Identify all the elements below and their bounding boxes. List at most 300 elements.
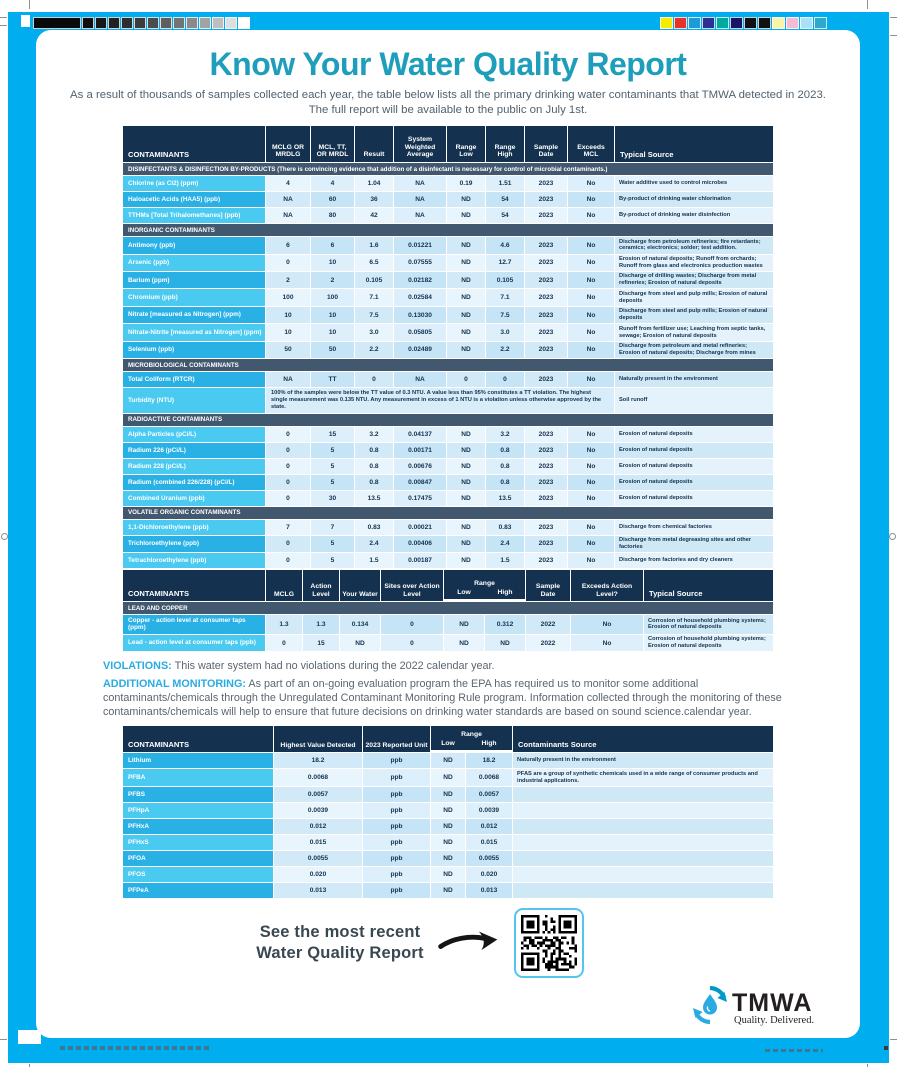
value-cell: 10 <box>311 255 354 271</box>
value-cell: 0.00021 <box>394 520 446 535</box>
contaminant-name-cell: Trichloroethylene (ppb) <box>123 536 265 552</box>
value-cell: NA <box>394 176 446 191</box>
contaminant-name-cell: PFBA <box>123 769 273 785</box>
value-cell: ND <box>447 307 485 323</box>
column-header: Action Level <box>303 570 339 601</box>
value-cell: NA <box>266 192 310 207</box>
value-cell: 12.7 <box>486 255 524 271</box>
crop-mark <box>0 17 7 18</box>
cta-line2: Water Quality Report <box>256 943 424 962</box>
column-header: Sample Date <box>525 126 567 162</box>
additional-monitoring-text: As part of an on-going evaluation program the EPA has required us to monitor some additional contaminants/chemicals through the Unregulated Contaminant Monitoring Rule program. Information collected through the monitoring of these contaminants/chemicals will help to ensure that future decisions on drinking water standards are based on sound science.calendar year. <box>103 677 782 719</box>
value-cell: No <box>568 491 614 506</box>
value-cell: 2023 <box>525 289 567 305</box>
value-cell: ND <box>447 443 485 458</box>
source-cell: Discharge from chemical factories <box>615 520 773 535</box>
value-cell: 7 <box>311 520 354 535</box>
value-cell: No <box>568 443 614 458</box>
value-cell: 2023 <box>525 553 567 568</box>
contaminant-name-cell: Haloacetic Acids (HAA5) (ppb) <box>123 192 265 207</box>
source-cell: Erosion of natural deposits <box>615 459 773 474</box>
value-cell: 18.2 <box>274 753 362 768</box>
contaminant-name-cell: Total Coliform (RTCR) <box>123 372 265 387</box>
value-cell: 0.8 <box>355 475 393 490</box>
value-cell: 0.17475 <box>394 491 446 506</box>
section-header: DISINFECTANTS & DISINFECTION BY-PRODUCTS (There is convincing evidence that addition of a disinfectant is necessary for control of microbial contaminants.) <box>123 163 773 175</box>
value-cell: 0.105 <box>355 272 393 288</box>
source-cell: Water additive used to control microbes <box>615 176 773 191</box>
lead-and-copper-table <box>123 570 773 651</box>
value-cell: 4 <box>311 176 354 191</box>
value-cell: NA <box>266 372 310 387</box>
value-cell: 0.00847 <box>394 475 446 490</box>
contaminant-name-cell: PFBS <box>123 787 273 802</box>
value-cell: 6.5 <box>355 255 393 271</box>
value-cell: 7.1 <box>355 289 393 305</box>
column-header: Your Water <box>340 570 380 601</box>
value-cell: 0.13030 <box>394 307 446 323</box>
source-cell <box>513 851 773 866</box>
value-cell: 0.0057 <box>274 787 362 802</box>
value-cell: 2.4 <box>486 536 524 552</box>
value-cell: ND <box>447 289 485 305</box>
source-cell <box>513 835 773 850</box>
additional-monitoring-paragraph <box>103 677 793 720</box>
value-cell: No <box>568 342 614 358</box>
source-cell: By-product of drinking water disinfection <box>615 208 773 223</box>
value-cell: 0.00406 <box>394 536 446 552</box>
crop-mark <box>867 0 868 9</box>
value-cell: 2.2 <box>486 342 524 358</box>
range-low-header: Low <box>457 588 471 596</box>
value-cell: 10 <box>311 324 354 340</box>
value-cell: 5 <box>311 536 354 552</box>
value-cell: ND <box>447 459 485 474</box>
value-cell: 0 <box>266 443 310 458</box>
value-cell: ND <box>447 536 485 552</box>
value-cell: 1.3 <box>266 615 302 634</box>
value-cell: No <box>568 536 614 552</box>
contaminant-name-cell: Chromium (ppb) <box>123 289 265 305</box>
value-cell: 0.07555 <box>394 255 446 271</box>
value-cell: 0 <box>381 615 443 634</box>
footer-cta <box>36 908 832 978</box>
value-cell: 0.312 <box>485 615 525 634</box>
contaminant-name-cell: PFOS <box>123 867 273 882</box>
column-header: CONTAMINANTS <box>123 570 265 601</box>
value-cell: 0.02182 <box>394 272 446 288</box>
value-cell: No <box>568 475 614 490</box>
value-cell: 0.02489 <box>394 342 446 358</box>
value-cell: 2023 <box>525 372 567 387</box>
contaminant-name-cell: Selenium (ppb) <box>123 342 265 358</box>
value-cell: ND <box>447 342 485 358</box>
value-cell: 1.5 <box>486 553 524 568</box>
value-cell: 2 <box>266 272 310 288</box>
contaminant-name-cell: Lead - action level at consumer taps (ppb) <box>123 635 265 651</box>
water-quality-table <box>123 126 773 568</box>
section-header: INORGANIC CONTAMINANTS <box>123 224 773 236</box>
page-title: Know Your Water Quality Report <box>209 46 687 82</box>
value-cell: 2023 <box>525 342 567 358</box>
value-cell: 2023 <box>525 176 567 191</box>
value-cell: 0.8 <box>355 459 393 474</box>
unit-cell: ppb <box>363 835 430 850</box>
contaminant-name-cell: PFOA <box>123 851 273 866</box>
tmwa-logo <box>688 983 846 1032</box>
column-header: Typical Source <box>615 126 773 162</box>
source-cell: Discharge from metal degreasing sites and other factories <box>615 536 773 552</box>
range-column-header <box>444 570 525 599</box>
value-cell: 0.00187 <box>394 553 446 568</box>
value-cell: TT <box>311 372 354 387</box>
report-card <box>36 30 860 1038</box>
unregulated-contaminants-table <box>123 726 773 897</box>
source-cell: Discharge from petroleum and metal refineries; Erosion of natural deposits; Discharge from mines <box>615 342 773 358</box>
value-cell: 0.00171 <box>394 443 446 458</box>
value-cell: 2023 <box>525 307 567 323</box>
value-cell: 13.5 <box>355 491 393 506</box>
print-chip <box>18 1030 41 1044</box>
value-cell: ND <box>447 491 485 506</box>
value-cell: 36 <box>355 192 393 207</box>
value-cell: 2023 <box>525 237 567 253</box>
contaminant-name-cell: TTHMs [Total Trihalomethanes] (ppb) <box>123 208 265 223</box>
column-header: Range High <box>486 126 524 162</box>
value-cell: No <box>568 520 614 535</box>
violations-text: This water system had no violations during the 2022 calendar year. <box>174 660 495 673</box>
value-cell: 2023 <box>525 443 567 458</box>
cta-text <box>256 922 424 963</box>
value-cell: 100 <box>266 289 310 305</box>
value-cell: No <box>568 553 614 568</box>
source-cell: By-product of drinking water chlorination <box>615 192 773 207</box>
source-cell: Erosion of natural deposits <box>615 427 773 442</box>
column-header: Highest Value Detected <box>274 726 362 752</box>
value-cell: 2023 <box>525 520 567 535</box>
value-cell: 10 <box>311 307 354 323</box>
value-cell: 0.012 <box>274 819 362 834</box>
value-cell: 0 <box>266 491 310 506</box>
turbidity-note-cell: 100% of the samples were below the TT value of 0.3 NTU. A value less than 95% constitutes a TT violation. The highest single measurement was 0.135 NTU. Any measurement in excess of 1 NTU is a violation unless otherwise approved by the state. <box>266 388 614 413</box>
unit-cell: ppb <box>363 851 430 866</box>
value-cell: 0 <box>447 372 485 387</box>
value-cell: 2022 <box>526 615 570 634</box>
section-header: LEAD AND COPPER <box>123 602 773 614</box>
value-cell: 1.5 <box>355 553 393 568</box>
additional-monitoring-label: ADDITIONAL MONITORING: <box>103 677 246 690</box>
range-low-cell: ND <box>431 819 465 834</box>
source-cell <box>513 819 773 834</box>
value-cell: No <box>568 289 614 305</box>
source-cell <box>513 803 773 818</box>
value-cell: 2.2 <box>355 342 393 358</box>
range-low-cell: ND <box>431 883 465 898</box>
violations-label: VIOLATIONS: <box>103 660 172 673</box>
range-label: Range <box>461 731 482 739</box>
value-cell: 0 <box>266 459 310 474</box>
source-cell: Erosion of natural deposits; Runoff from orchards; Runoff from glass and electronics production wastes <box>615 255 773 271</box>
value-cell: 15 <box>311 427 354 442</box>
value-cell: 0.0055 <box>274 851 362 866</box>
value-cell: 1.3 <box>303 615 339 634</box>
source-cell <box>513 883 773 898</box>
source-cell: Discharge from steel and pulp mills; Erosion of natural deposits <box>615 289 773 305</box>
value-cell: ND <box>447 272 485 288</box>
value-cell: No <box>568 237 614 253</box>
contaminant-name-cell: Combined Uranium (ppb) <box>123 491 265 506</box>
value-cell: NA <box>394 208 446 223</box>
source-cell <box>513 867 773 882</box>
unit-cell: ppb <box>363 769 430 785</box>
contaminant-name-cell: Barium (ppm) <box>123 272 265 288</box>
value-cell: 2023 <box>525 324 567 340</box>
contaminant-name-cell: Nitrate [measured as Nitrogen] (ppm) <box>123 307 265 323</box>
range-low-header: Low <box>441 739 455 747</box>
color-calibration-strip <box>660 17 827 29</box>
range-low-cell: ND <box>431 787 465 802</box>
logo-wordmark: TMWA <box>732 989 813 1017</box>
registration-mark <box>1 533 8 540</box>
value-cell: 0.00676 <box>394 459 446 474</box>
value-cell: 6 <box>311 237 354 253</box>
value-cell: 0.0039 <box>274 803 362 818</box>
range-high-cell: 0.012 <box>466 819 512 834</box>
value-cell: ND <box>444 615 484 634</box>
source-cell: PFAS are a group of synthetic chemicals used in a wide range of consumer products and industrial applications. <box>513 769 773 785</box>
unit-cell: ppb <box>363 803 430 818</box>
water-drop-cycle-icon <box>693 988 727 1022</box>
print-slug-right <box>765 1049 823 1052</box>
range-high-cell: 18.2 <box>466 753 512 768</box>
contaminant-name-cell: PFHxS <box>123 835 273 850</box>
crop-mark <box>29 0 30 9</box>
source-cell: Naturally present in the environment <box>615 372 773 387</box>
contaminant-name-cell: Lithium <box>123 753 273 768</box>
value-cell: 0.105 <box>486 272 524 288</box>
value-cell: 54 <box>486 192 524 207</box>
value-cell: 0.19 <box>447 176 485 191</box>
unit-cell: ppb <box>363 753 430 768</box>
contaminant-name-cell: Alpha Particles (pCi/L) <box>123 427 265 442</box>
contaminant-name-cell: Radium 226 (pCi/L) <box>123 443 265 458</box>
value-cell: 10 <box>266 324 310 340</box>
value-cell: 7 <box>266 520 310 535</box>
value-cell: 0.83 <box>486 520 524 535</box>
value-cell: 0.01221 <box>394 237 446 253</box>
column-header: Exceeds Action Level? <box>571 570 643 601</box>
value-cell: 0 <box>266 553 310 568</box>
value-cell: 6 <box>266 237 310 253</box>
contaminant-name-cell: Nitrate-Nitrite [measured as Nitrogen] (ppm) <box>123 324 265 340</box>
contaminant-name-cell: Radium (combined 226/228) (pCi/L) <box>123 475 265 490</box>
value-cell: ND <box>447 324 485 340</box>
range-high-cell: 0.020 <box>466 867 512 882</box>
value-cell: 0.020 <box>274 867 362 882</box>
value-cell: 3.2 <box>355 427 393 442</box>
value-cell: 7.1 <box>486 289 524 305</box>
grayscale-calibration-strip <box>33 17 250 29</box>
value-cell: ND <box>447 192 485 207</box>
crop-mark <box>890 1039 897 1040</box>
registration-mark <box>889 533 896 540</box>
source-cell: Discharge from steel and pulp mills; Erosion of natural deposits <box>615 307 773 323</box>
hand-drawn-arrow-right-icon <box>438 928 500 958</box>
value-cell: 4 <box>266 176 310 191</box>
value-cell: ND <box>485 635 525 651</box>
range-low-cell: ND <box>431 753 465 768</box>
range-high-header: High <box>481 739 497 747</box>
value-cell: No <box>571 635 643 651</box>
source-cell <box>513 787 773 802</box>
value-cell: 5 <box>311 459 354 474</box>
range-column-header <box>431 726 512 750</box>
range-high-cell: 0.0055 <box>466 851 512 866</box>
value-cell: ND <box>447 208 485 223</box>
value-cell: 1.51 <box>486 176 524 191</box>
value-cell: 2023 <box>525 491 567 506</box>
value-cell: 50 <box>311 342 354 358</box>
source-cell: Discharge of drilling wastes; Discharge from metal refineries; Erosion of natural deposits <box>615 272 773 288</box>
value-cell: 100 <box>311 289 354 305</box>
range-low-cell: ND <box>431 769 465 785</box>
source-cell: Runoff from fertilizer use; Leaching from septic tanks, sewage; Erosion of natural deposits <box>615 324 773 340</box>
contaminant-name-cell: 1,1-Dichloroethylene (ppb) <box>123 520 265 535</box>
value-cell: 2023 <box>525 459 567 474</box>
value-cell: 5 <box>311 475 354 490</box>
contaminant-name-cell: Tetrachloroethylene (ppb) <box>123 553 265 568</box>
contaminant-name-cell: Chlorine (as Cl2) (ppm) <box>123 176 265 191</box>
value-cell: 0.8 <box>486 443 524 458</box>
column-header: MCL, TT, OR MRDL <box>311 126 354 162</box>
contaminant-name-cell: PFHpA <box>123 803 273 818</box>
value-cell: 1.6 <box>355 237 393 253</box>
range-high-cell: 0.0068 <box>466 769 512 785</box>
value-cell: 0.0068 <box>274 769 362 785</box>
value-cell: ND <box>340 635 380 651</box>
column-header: Sample Date <box>526 570 570 601</box>
value-cell: 42 <box>355 208 393 223</box>
value-cell: 2023 <box>525 208 567 223</box>
logo-tagline: Quality. Delivered. <box>734 1015 815 1026</box>
column-header: MCLG <box>266 570 302 601</box>
section-header: VOLATILE ORGANIC CONTAMINANTS <box>123 507 773 519</box>
value-cell: ND <box>444 635 484 651</box>
range-low-cell: ND <box>431 867 465 882</box>
print-chip <box>21 15 30 27</box>
value-cell: 7.5 <box>355 307 393 323</box>
column-header: Contaminants Source <box>513 726 773 752</box>
value-cell: 0 <box>266 427 310 442</box>
column-header: CONTAMINANTS <box>123 726 273 752</box>
value-cell: 0.8 <box>486 475 524 490</box>
value-cell: 60 <box>311 192 354 207</box>
unit-cell: ppb <box>363 867 430 882</box>
value-cell: No <box>568 176 614 191</box>
value-cell: 0 <box>266 255 310 271</box>
value-cell: 0.8 <box>355 443 393 458</box>
value-cell: 3.0 <box>355 324 393 340</box>
crop-mark <box>0 1039 7 1040</box>
range-high-cell: 0.0057 <box>466 787 512 802</box>
value-cell: 2023 <box>525 192 567 207</box>
range-label: Range <box>474 579 495 587</box>
value-cell: 0.02584 <box>394 289 446 305</box>
value-cell: No <box>568 372 614 387</box>
contaminant-name-cell: Copper - action level at consumer taps (ppm) <box>123 615 265 634</box>
value-cell: NA <box>266 208 310 223</box>
crop-mark <box>890 17 897 18</box>
column-header: 2023 Reported Unit <box>363 726 430 752</box>
value-cell: ND <box>447 553 485 568</box>
column-header: Sites over Action Level <box>381 570 443 601</box>
value-cell: 2023 <box>525 475 567 490</box>
range-low-cell: ND <box>431 803 465 818</box>
column-header: Range Low <box>447 126 485 162</box>
range-high-cell: 0.0039 <box>466 803 512 818</box>
value-cell: No <box>568 255 614 271</box>
value-cell: 54 <box>486 208 524 223</box>
value-cell: 1.04 <box>355 176 393 191</box>
value-cell: 10 <box>266 307 310 323</box>
cta-line1: See the most recent <box>259 923 421 942</box>
source-cell: Corrosion of household plumbing systems; Erosion of natural deposits <box>644 635 773 651</box>
value-cell: 13.5 <box>486 491 524 506</box>
unit-cell: ppb <box>363 819 430 834</box>
range-sub-headers <box>444 589 525 597</box>
range-high-cell: 0.015 <box>466 835 512 850</box>
range-low-cell: ND <box>431 835 465 850</box>
value-cell: No <box>568 324 614 340</box>
source-cell: Naturally present in the environment <box>513 753 773 768</box>
contaminant-name-cell: PFPeA <box>123 883 273 898</box>
value-cell: 4.6 <box>486 237 524 253</box>
value-cell: 0 <box>355 372 393 387</box>
value-cell: ND <box>447 520 485 535</box>
range-low-cell: ND <box>431 851 465 866</box>
value-cell: 0 <box>266 536 310 552</box>
column-header: System Weighted Average <box>394 126 446 162</box>
range-high-cell: 0.013 <box>466 883 512 898</box>
source-cell: Discharge from factories and dry cleaners <box>615 553 773 568</box>
value-cell: 2 <box>311 272 354 288</box>
value-cell: ND <box>447 475 485 490</box>
contaminant-name-cell: PFHxA <box>123 819 273 834</box>
value-cell: No <box>568 192 614 207</box>
value-cell: ND <box>447 427 485 442</box>
value-cell: 5 <box>311 443 354 458</box>
value-cell: ND <box>447 237 485 253</box>
value-cell: 7.5 <box>486 307 524 323</box>
value-cell: 30 <box>311 491 354 506</box>
value-cell: 0 <box>381 635 443 651</box>
value-cell: 0.013 <box>274 883 362 898</box>
value-cell: 2023 <box>525 272 567 288</box>
source-cell: Discharge from petroleum refineries; fire retardants; ceramics; electronics; solder; test addition. <box>615 237 773 253</box>
value-cell: No <box>568 307 614 323</box>
value-cell: 0.83 <box>355 520 393 535</box>
value-cell: 0.8 <box>486 459 524 474</box>
column-header: MCLG OR MRDLG <box>266 126 310 162</box>
contaminant-name-cell: Arsenic (ppb) <box>123 255 265 271</box>
value-cell: No <box>568 272 614 288</box>
value-cell: 5 <box>311 553 354 568</box>
value-cell: ND <box>447 255 485 271</box>
column-header: CONTAMINANTS <box>123 126 265 162</box>
value-cell: 3.0 <box>486 324 524 340</box>
range-sub-headers <box>431 740 512 748</box>
print-slug-left <box>60 1046 210 1050</box>
